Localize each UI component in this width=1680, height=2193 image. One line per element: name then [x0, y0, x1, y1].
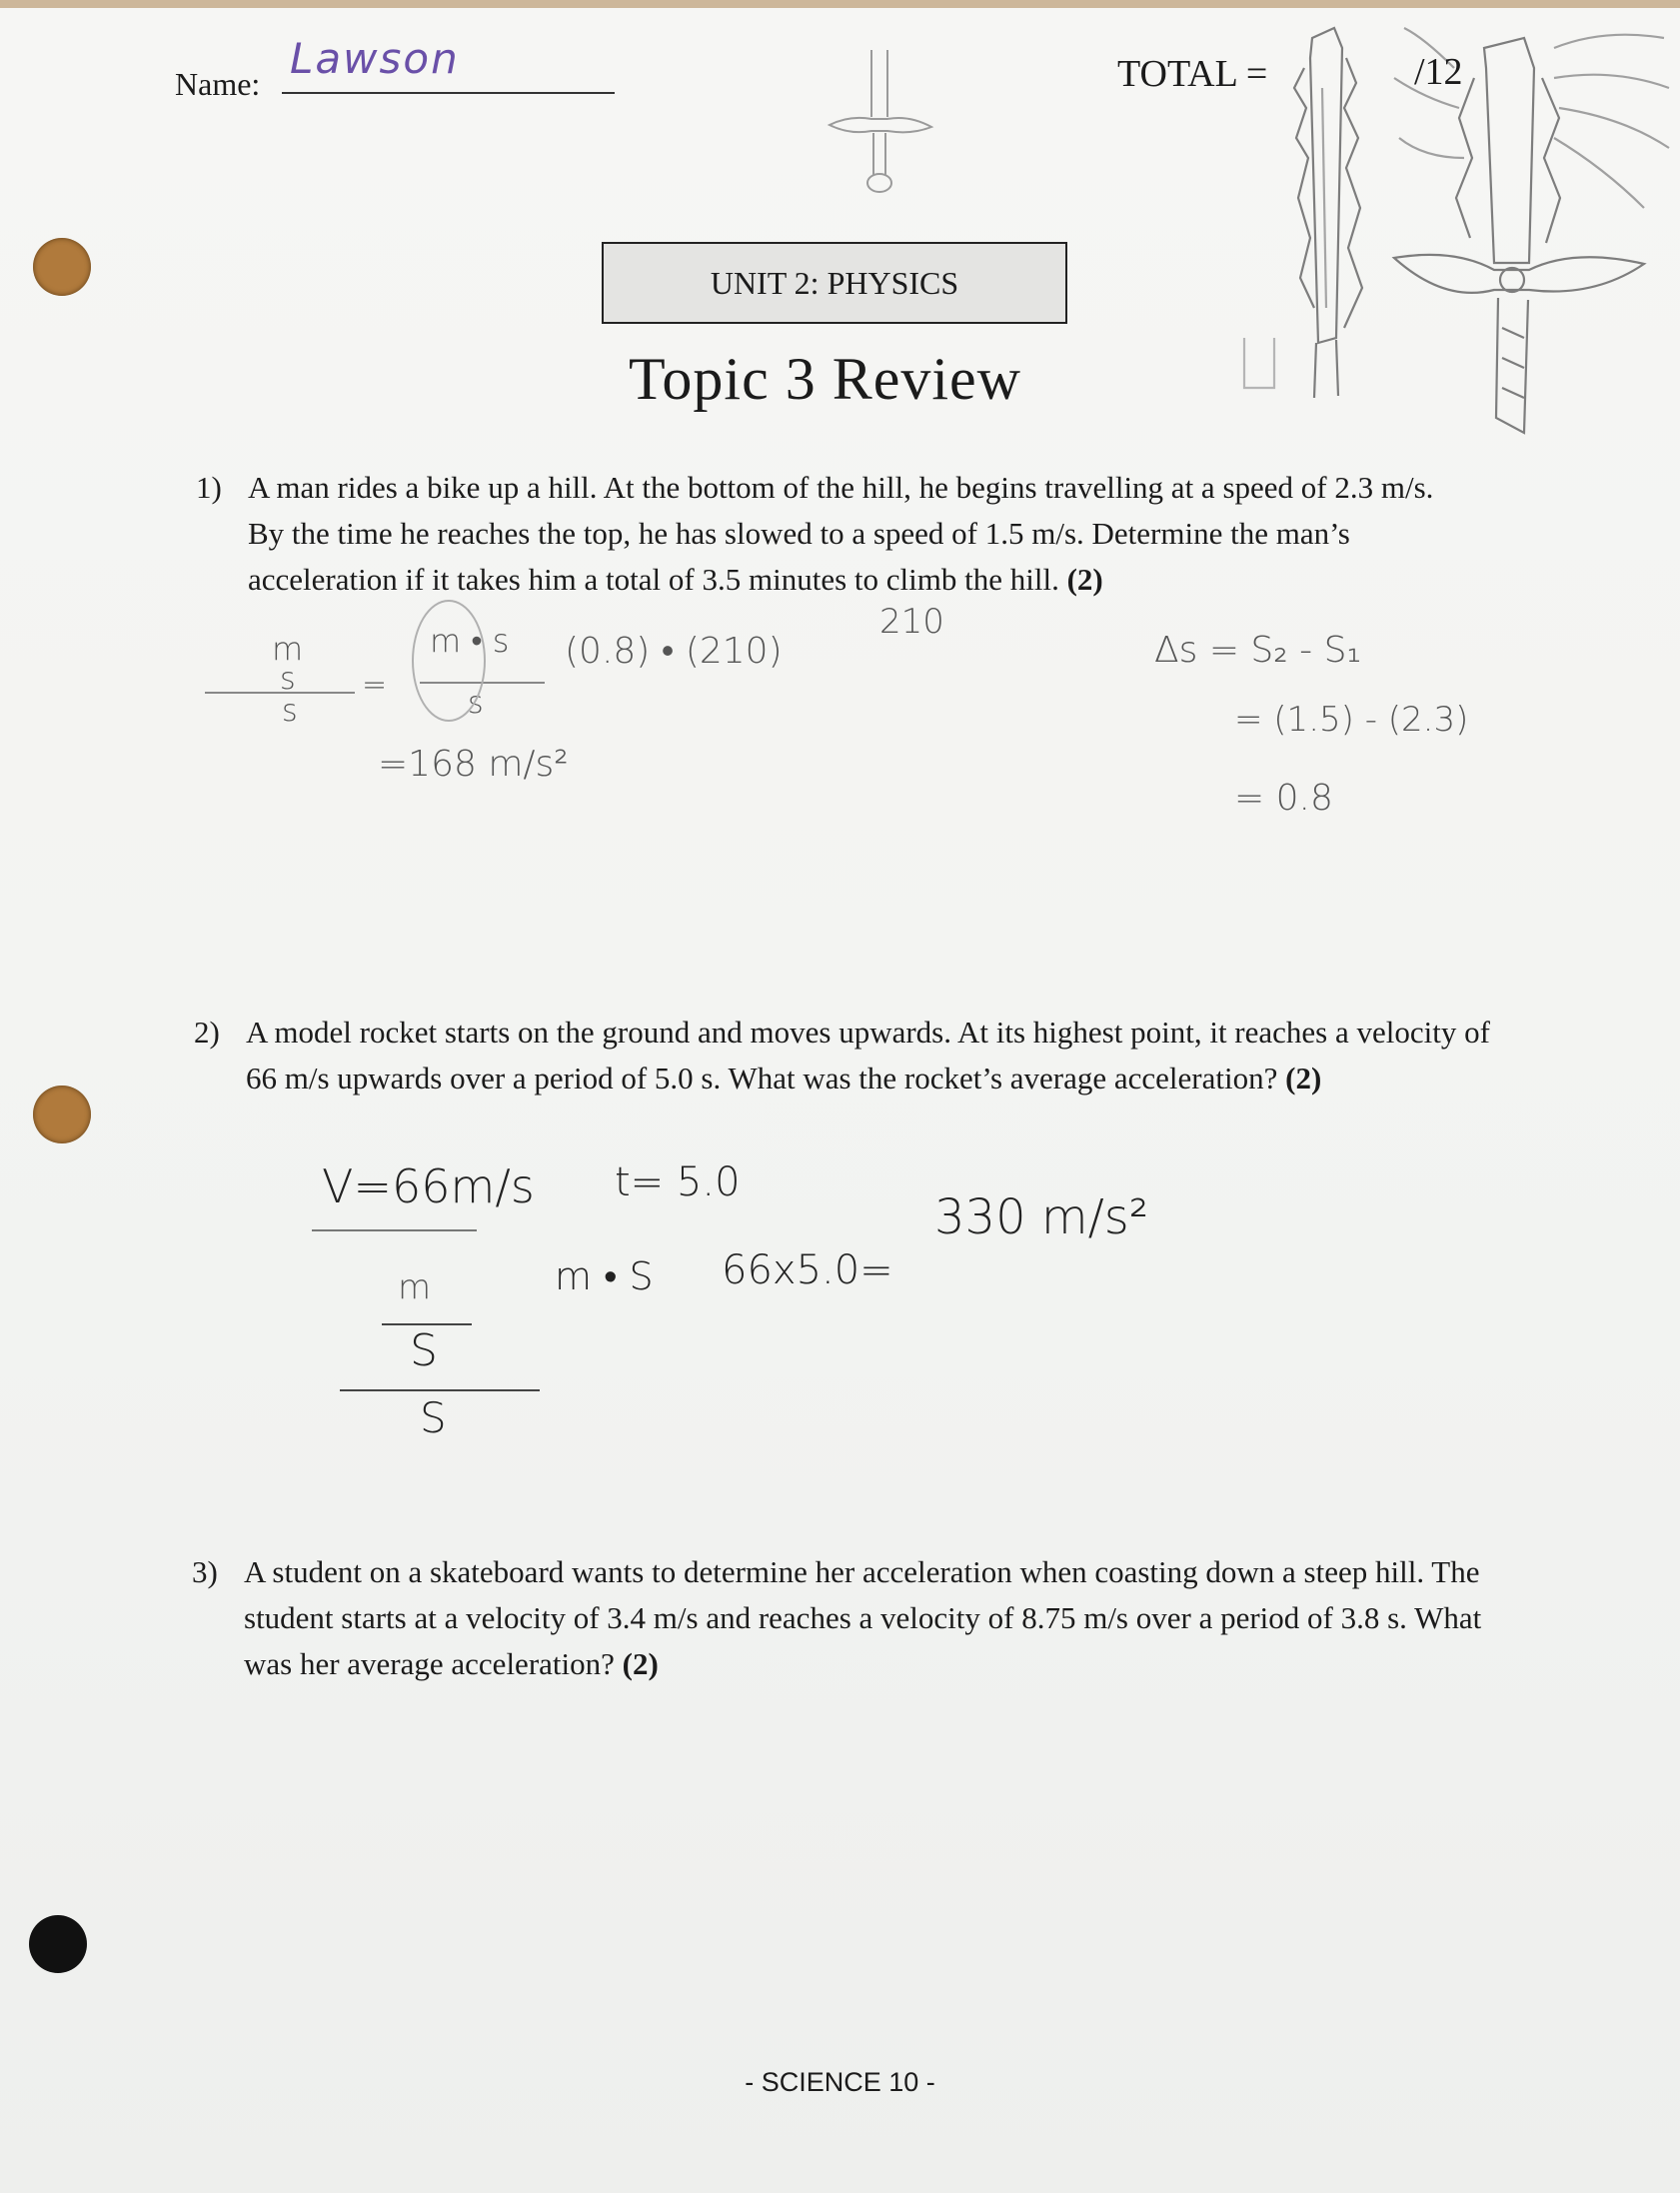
unit-label-box — [602, 242, 1067, 324]
question-2 — [194, 1010, 1495, 1101]
handwritten-calc: 66x5.0= — [722, 1247, 893, 1293]
question-number: 2) — [194, 1015, 220, 1050]
question-text: A man rides a bike up a hill. At the bottom of the hill, he begins travelling at a speed of 2.3 m/s. By the time he reaches the top, he has slowed to a speed of 1.5 m/s. Determine the man’s acceleration if it takes him a total of 3.5 minutes to climb the hill. — [248, 470, 1434, 597]
question-marks: (2) — [1066, 562, 1103, 597]
handwritten-unit: S — [410, 1325, 438, 1376]
name-line — [282, 92, 615, 94]
handwritten-210: 210 — [879, 602, 944, 642]
total-out-of: /12 — [1414, 51, 1463, 93]
underline — [312, 1229, 477, 1231]
question-marks: (2) — [622, 1646, 659, 1681]
fraction-line — [205, 692, 355, 694]
handwritten-product: (0.8) • (210) — [565, 631, 783, 672]
handwritten-equals: = — [362, 668, 388, 703]
student-name-handwriting: Lawson — [290, 34, 460, 83]
name-label: Name: — [175, 66, 261, 102]
handwritten-unit: m — [272, 630, 304, 668]
punch-hole — [33, 1086, 91, 1143]
question-number: 3) — [192, 1554, 218, 1589]
handwritten-unit: m — [398, 1267, 432, 1307]
question-text: A model rocket starts on the ground and moves upwards. At its highest point, it reaches a velocity of 66 m/s upwards over a period of 5.0 s. What was the rocket’s average acceleration? — [246, 1015, 1490, 1096]
handwritten-result: =168 m/s² — [378, 744, 569, 785]
handwritten-unit: s — [282, 694, 298, 729]
circled-note — [412, 600, 486, 722]
question-1 — [196, 465, 1477, 603]
handwritten-unit: S — [420, 1393, 447, 1442]
question-3 — [192, 1549, 1493, 1687]
handwritten-unit: s — [468, 686, 484, 721]
punch-hole — [29, 1915, 87, 1973]
page-title: Topic 3 Review — [628, 346, 1022, 412]
handwritten-answer: 330 m/s² — [934, 1189, 1149, 1245]
handwritten-units: m • s — [430, 622, 510, 660]
total-label: TOTAL = — [1117, 53, 1268, 95]
handwritten-delta: = 0.8 — [1234, 778, 1333, 819]
fraction-line — [340, 1389, 540, 1391]
small-sword-sketch-icon — [820, 45, 939, 195]
question-marks: (2) — [1285, 1061, 1322, 1096]
punch-hole — [33, 238, 91, 296]
question-text: A student on a skateboard wants to determine her acceleration when coasting down a steep hill. The student starts at a velocity of 3.4 m/s and reaches a velocity of 8.75 m/s over a period of 3.8 s. What was her average acceleration? — [244, 1554, 1482, 1681]
handwritten-velocity: V=66m/s — [322, 1159, 535, 1213]
handwritten-delta: = (1.5) - (2.3) — [1234, 700, 1469, 740]
handwritten-unit: s — [280, 662, 296, 697]
footer: - SCIENCE 10 - — [745, 2067, 935, 2097]
unit-label: UNIT 2: PHYSICS — [710, 264, 959, 301]
handwritten-time: t= 5.0 — [615, 1159, 741, 1205]
question-number: 1) — [196, 470, 222, 505]
handwritten-units: m • S — [555, 1254, 654, 1298]
handwritten-delta: Δs = S₂ - S₁ — [1154, 630, 1361, 671]
